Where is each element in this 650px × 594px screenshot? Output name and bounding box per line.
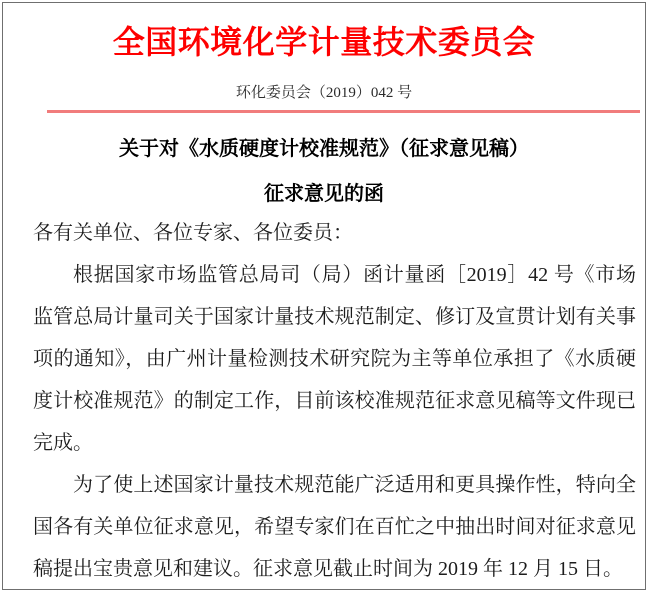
letter-subject-line-1: 关于对《水质硬度计校准规范》（征求意见稿）: [119, 137, 529, 160]
paragraph-1: 根据国家市场监管总局司（局）函计量函［2019］42 号《市场监管总局计量司关于国家计量技术规范制定、修订及宣贯计划有关事项的通知》，由广州计量检测技术研究院为主等单位承担了《水质硬度计校准规范》的制定工作，目前该校准规范征求意见稿等文件现已完成。: [33, 263, 636, 454]
document-page: [2, 2, 646, 590]
letter-body: [33, 212, 636, 590]
document-number: 环化委员会（2019）042 号: [235, 85, 413, 101]
letter-subject-line-2: 征求意见的函: [264, 182, 384, 205]
salutation: 各有关单位、各位专家、各位委员：: [33, 221, 353, 244]
paragraph-2: 为了使上述国家计量技术规范能广泛适用和更具操作性，特向全国各有关单位征求意见，希望专家们在百忙之中抽出时间对征求意见稿提出宝贵意见和建议。征求意见截止时间为 2019 年 12 月 15 日。: [33, 473, 636, 580]
header-divider-rule: [47, 110, 640, 113]
organization-title: 全国环境化学计量技术委员会: [112, 24, 536, 60]
